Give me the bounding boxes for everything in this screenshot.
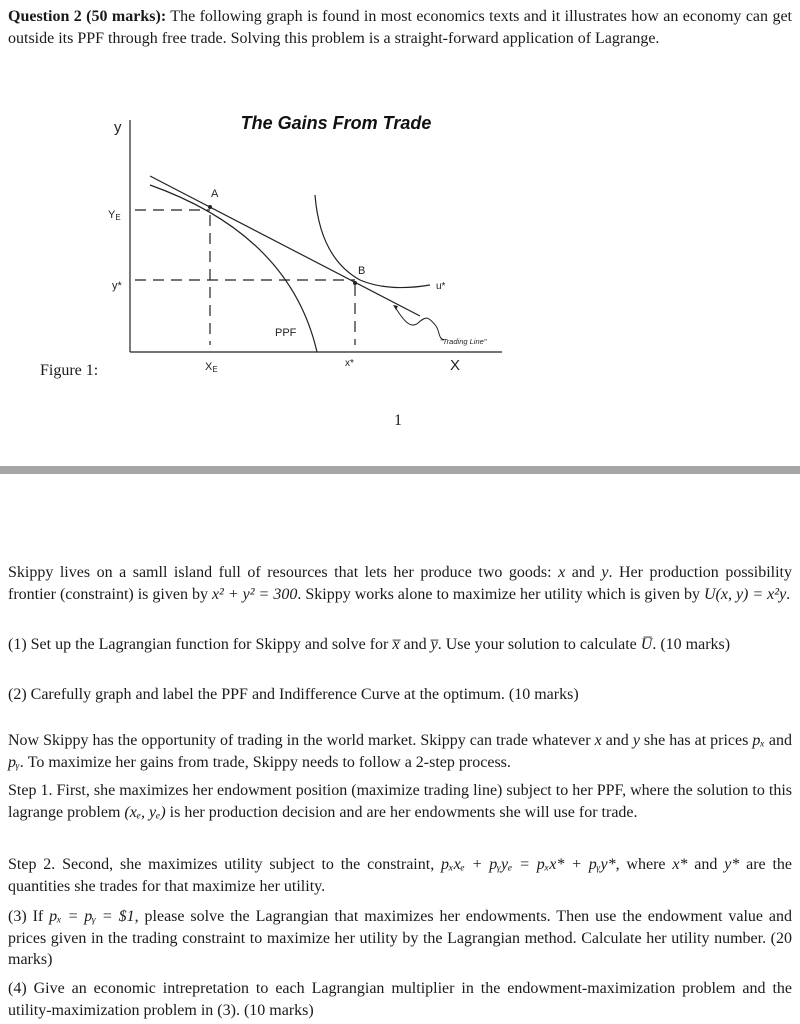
question-2: (2) Carefully graph and label the PPF and Indifference Curve at the optimum. (10 marks) [8,686,579,703]
indifference-curve-ustar [315,195,430,288]
gains-from-trade-figure [100,108,520,383]
intro-paragraph: Skippy lives on a samll island full of resources that lets her produce two goods: x and y. Her production possibility frontier (constraint) is given by x² + y² = 300. Skippy works alone to maximize her utility which is given by U(x, y) = x²y. [8,564,793,603]
page-1 [0,0,800,466]
x-axis-label: X [450,357,461,374]
figure-title: The Gains From Trade [240,113,432,133]
page-2 [0,474,800,1024]
ystar-label: y* [112,280,122,292]
question-4: (4) Give an economic intrepretation to each Lagrangian multiplier in the endowment-maximization problem and the utility-maximization problem in (3). (10 marks) [8,980,792,1019]
ye-label: YE [108,209,121,222]
ustar-label: u* [436,281,446,292]
page-divider [0,466,800,474]
step-1: Step 1. First, she maximizes her endowment position (maximize trading line) subject to her PPF, where the solution to this lagrange problem (xₑ, yₑ) is her production decision and are her endowments she will use for trade. [8,782,792,821]
trading-line-label: "Trading Line" [440,337,487,346]
step-2: Step 2. Second, she maximizes utility subject to the constraint, pₓxₑ + pᵧyₑ = pₓx* + pᵧy*, where x* and y* are the quantities she trades for that maximize her utility. [8,856,793,895]
figure-label: Figure 1: [40,362,99,379]
point-b-label: B [358,265,366,277]
trade-paragraph: Now Skippy has the opportunity of trading in the world market. Skippy can trade whatever x and y she has at prices pₓ and pᵧ. To maximize her gains from trade, Skippy needs to follow a 2-step process. [8,732,792,771]
question-intro-text: The following graph is found in most economics texts and it illustrates how an economy can get outside its PPF through free trade. Solving this problem is a straight-forward application of Lagrange. [8,8,793,47]
y-axis-label: y [114,119,122,136]
question-2-intro [8,6,792,49]
question-3: (3) If pₓ = pᵧ = $1, please solve the Lagrangian that maximizes her endowments. Then use the endowment value and prices given in the trading constraint to maximize her utility by the Lagrangian method. Calculate her utility number. (20 marks) [8,908,793,968]
question-1: (1) Set up the Lagrangian function for Skippy and solve for x̅ and y̅. Use your solution to calculate U̅. (10 marks) [8,636,731,653]
xe-label: XE [205,361,218,374]
point-b-marker [353,281,357,285]
trading-line-pointer [395,307,444,340]
page-number: 1 [394,412,402,429]
point-a-label: A [211,188,219,200]
ppf-label: PPF [275,327,297,339]
point-a-marker [208,205,212,209]
xstar-label: x* [345,358,354,369]
trading-line [150,176,420,316]
question-heading: Question 2 (50 marks): [8,8,167,25]
